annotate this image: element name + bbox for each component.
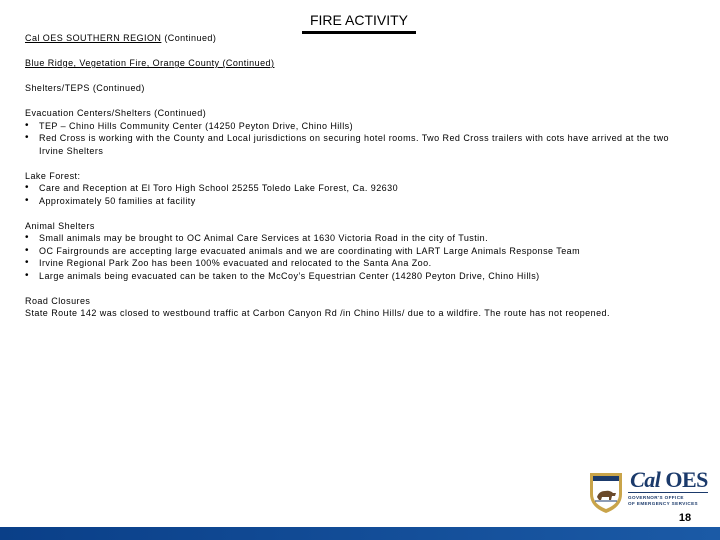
- logo-divider: [628, 492, 708, 493]
- road-closures-text: State Route 142 was closed to westbound traffic at Carbon Canyon Rd /in Chino Hills/ due to a wildfire. The route has not reopened.: [25, 308, 610, 318]
- shelters-teps-heading: Shelters/TEPS (Continued): [25, 83, 145, 93]
- list-item: • Approximately 50 families at facility: [25, 195, 690, 208]
- animal-shelters-list: [25, 232, 690, 282]
- page-number: 18: [678, 512, 692, 524]
- list-item: • OC Fairgrounds are accepting large evacuated animals and we are coordinating with LART Large Animals Response Team: [25, 245, 690, 258]
- list-item: • Red Cross is working with the County and Local jurisdictions on securing hotel rooms. Two Red Cross trailers with cots have arrived at the two Irvine Shelters: [25, 132, 690, 157]
- california-bear-seal-icon: [588, 470, 624, 514]
- list-item: • Care and Reception at El Toro High School 25255 Toledo Lake Forest, Ca. 92630: [25, 182, 690, 195]
- region-line: [25, 32, 690, 45]
- page-title: FIRE ACTIVITY: [302, 12, 416, 34]
- slide-content: [25, 32, 690, 320]
- logo-wordmark: Cal OES: [630, 467, 708, 492]
- incident-heading: Blue Ridge, Vegetation Fire, Orange County (Continued): [25, 58, 275, 68]
- lake-forest-heading: Lake Forest:: [25, 170, 81, 181]
- lake-forest-list: [25, 182, 690, 207]
- animal-shelters-heading: Animal Shelters: [25, 220, 95, 231]
- region-heading: Cal OES SOUTHERN REGION: [25, 33, 162, 43]
- road-closures-heading: Road Closures: [25, 295, 91, 306]
- list-item: • TEP – Chino Hills Community Center (14250 Peyton Drive, Chino Hills): [25, 120, 690, 133]
- evacuation-heading: Evacuation Centers/Shelters (Continued): [25, 108, 207, 118]
- list-item: • Large animals being evacuated can be taken to the McCoy’s Equestrian Center (14280 Peyton Drive, Chino Hills): [25, 270, 690, 283]
- logo-subtitle-line1: GOVERNOR'S OFFICE: [628, 495, 684, 500]
- region-suffix: (Continued): [161, 33, 217, 43]
- footer-bar: [0, 527, 720, 540]
- cal-oes-logo: [588, 467, 713, 514]
- list-item: • Small animals may be brought to OC Animal Care Services at 1630 Victoria Road in the city of Tustin.: [25, 232, 690, 245]
- list-item: • Irvine Regional Park Zoo has been 100% evacuated and relocated to the Santa Ana Zoo.: [25, 257, 690, 270]
- evacuation-list: [25, 120, 690, 158]
- logo-subtitle-line2: OF EMERGENCY SERVICES: [628, 501, 699, 506]
